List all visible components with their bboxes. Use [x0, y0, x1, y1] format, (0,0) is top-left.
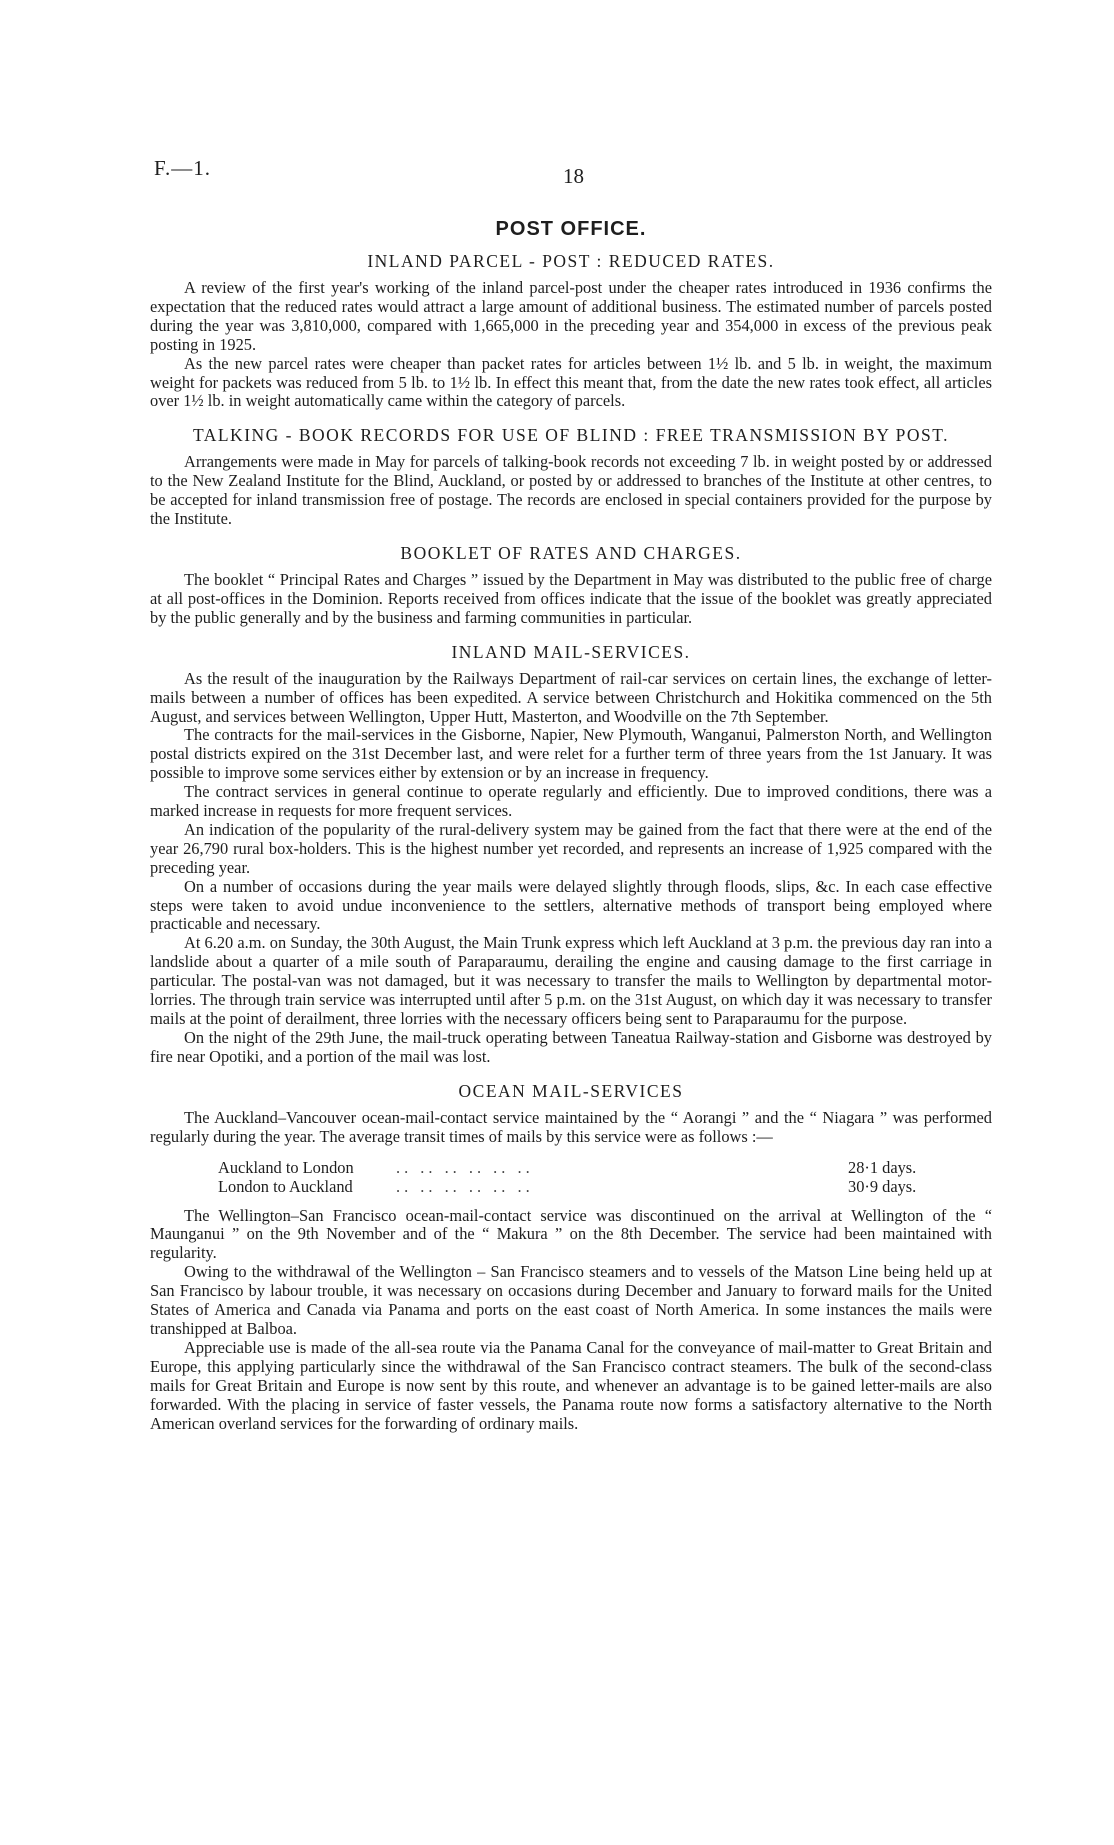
dot-leader: .. .. .. .. .. ..: [396, 1176, 534, 1196]
section-heading-booklet: BOOKLET OF RATES AND CHARGES.: [400, 542, 742, 563]
section-heading-inland-parcel-post: INLAND PARCEL - POST : REDUCED RATES.: [367, 251, 775, 271]
dot-leader: .. .. .. .. .. ..: [396, 1157, 534, 1177]
paragraph: As the new parcel rates were cheaper than packet rates for articles between 1½ lb. and 5 lb. in weight, the maximum weight for packets was reduced from 5 lb. to 1½ lb. In effect this meant that, from the date the new rates took effect, all articles over 1½ lb. in weight automatically came within the category of parcels.: [150, 353, 992, 411]
paragraph: The contract services in general continue to operate regularly and efficiently. Due to improved conditions, there was a marked increase in requests for more frequent services.: [150, 782, 992, 821]
transit-route: Auckland to London: [218, 1157, 354, 1177]
transit-row: [218, 1158, 918, 1177]
paragraph: Appreciable use is made of the all-sea route via the Panama Canal for the conveyance of mail-matter to Great Britain and Europe, this applying particularly since the withdrawal of the San Francisco contract steamers. The bulk of the second-class mails for Great Britain and Europe is now sent by this route, and whenever an advantage is to be gained letter-mails are also forwarded. With the placing in service of faster vessels, the Panama route now forms a satisfactory alternative to the North American overland services for the forwarding of ordinary mails.: [150, 1337, 992, 1433]
page-number: 18: [563, 164, 584, 188]
transit-route: London to Auckland: [218, 1176, 353, 1196]
paragraph: An indication of the popularity of the rural-delivery system may be gained from the fact that there were at the end of the year 26,790 rural box-holders. This is the highest number yet recorded, and represents an increase of 1,925 compared with the preceding year.: [150, 819, 992, 877]
page-reference: F.—1.: [154, 156, 211, 180]
transit-row: [218, 1177, 918, 1196]
transit-days: 30·9 days.: [848, 1176, 917, 1196]
transit-days: 28·1 days.: [848, 1157, 917, 1177]
paragraph: At 6.20 a.m. on Sunday, the 30th August, the Main Trunk express which left Auckland at 3 p.m. the previous day ran into a landslide about a quarter of a mile south of Paraparaumu, derailing the engine and causing damage to the first carriage in particular. The postal-van was not damaged, but it was necessary to transfer the mails to Wellington by departmental motor-lorries. The through train service was interrupted until after 5 p.m. on the 31st August, on which day it was necessary to transfer mails at the point of derailment, three lorries with the necessary officers being sent to Paraparaumu for the purpose.: [150, 933, 992, 1028]
paragraph: Arrangements were made in May for parcels of talking-book records not exceeding 7 lb. in weight posted by or addressed to the New Zealand Institute for the Blind, Auckland, or posted by or addressed to branches of the Institute at other centres, to be accepted for inland transmission free of postage. The records are enclosed in special containers provided for the purpose by the Institute.: [150, 452, 992, 529]
page-title: POST OFFICE.: [495, 218, 647, 240]
paragraph: On the night of the 29th June, the mail-truck operating between Taneatua Railway-station and Gisborne was destroyed by fire near Opotiki, and a portion of the mail was lost.: [150, 1027, 992, 1066]
paragraph: As the result of the inauguration by the Railways Department of rail-car services on certain lines, the exchange of letter-mails between a number of offices has been expedited. A service between Christchurch and Hokitika commenced on the 5th August, and services between Wellington, Upper Hutt, Masterton, and Woodville on the 7th September.: [150, 668, 992, 726]
section-heading-ocean-mail: OCEAN MAIL-SERVICES: [458, 1080, 684, 1101]
paragraph: A review of the first year's working of the inland parcel-post under the cheaper rates introduced in 1936 confirms the expectation that the reduced rates would attract a large amount of additional business. The estimated number of parcels posted during the year was 3,810,000, compared with 1,665,000 in the preceding year and 354,000 in excess of the previous peak posting in 1925.: [150, 278, 992, 354]
paragraph: The Wellington–San Francisco ocean-mail-contact service was discontinued on the arrival at Wellington of the “ Maunganui ” on the 9th November and of the “ Makura ” on the 8th December. The service had been maintained with regularity.: [150, 1205, 992, 1263]
section-heading-inland-mail: INLAND MAIL-SERVICES.: [451, 641, 691, 662]
document-body: [150, 218, 992, 1433]
paragraph: Owing to the withdrawal of the Wellington – San Francisco steamers and to vessels of the Matson Line being held up at San Francisco by labour trouble, it was necessary on occasions during December and January to forward mails for the United States of America and Canada via Panama and ports on the east coast of North America. In some instances the mails were transhipped at Balboa.: [150, 1262, 992, 1338]
transit-times-table: [218, 1158, 918, 1196]
paragraph: The Auckland–Vancouver ocean-mail-contact service maintained by the “ Aorangi ” and the “ Niagara ” was performed regularly during the year. The average transit times of mails by this service were as follows :—: [150, 1107, 992, 1146]
paragraph: On a number of occasions during the year mails were delayed slightly through floods, slips, &c. In each case effective steps were taken to avoid undue inconvenience to the settlers, alternative methods of transport being employed where practicable and necessary.: [150, 876, 992, 934]
paragraph: The contracts for the mail-services in the Gisborne, Napier, New Plymouth, Wanganui, Palmerston North, and Wellington postal districts expired on the 31st December last, and were relet for a further term of three years from the 1st January. It was possible to improve some services either by extension or by an increase in frequency.: [150, 725, 992, 783]
section-heading-talking-book: TALKING - BOOK RECORDS FOR USE OF BLIND : FREE TRANSMISSION BY POST.: [192, 425, 950, 446]
paragraph: The booklet “ Principal Rates and Charges ” issued by the Department in May was distributed to the public free of charge at all post-offices in the Dominion. Reports received from offices indicate that the issue of the booklet was greatly appreciated by the public generally and by the business and farming communities in particular.: [150, 569, 992, 627]
